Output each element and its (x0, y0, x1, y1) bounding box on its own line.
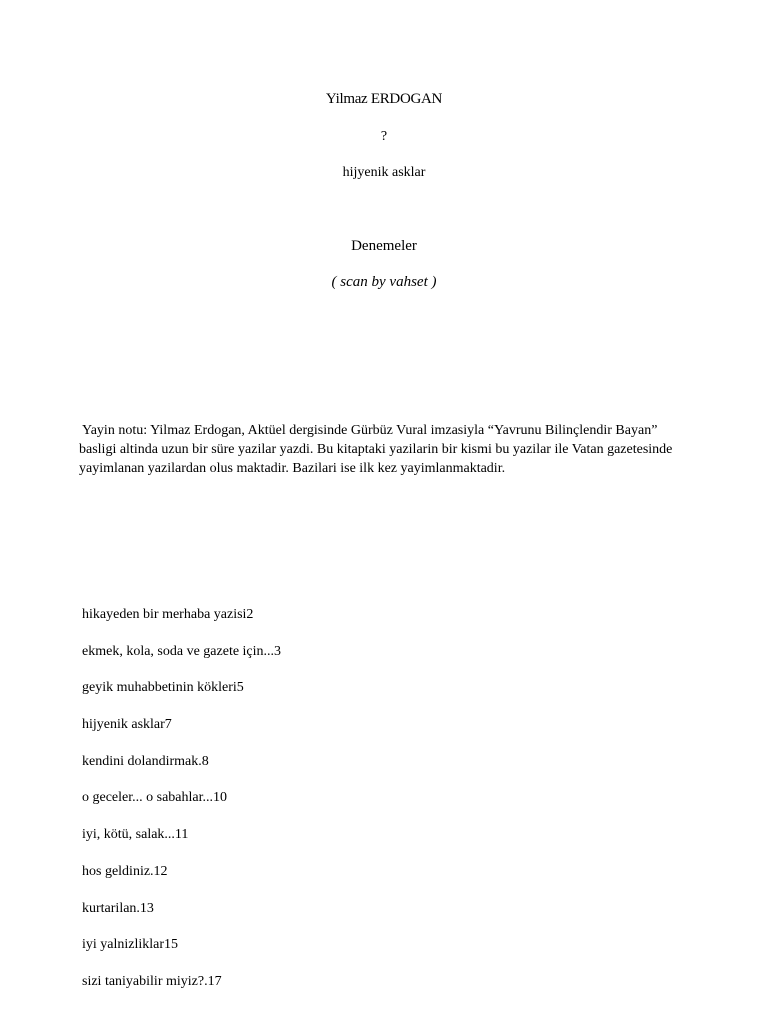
toc-item: iyi yalnizliklar15 (82, 937, 179, 953)
publisher-note-line: Yayin notu: Yilmaz Erdogan, Aktüel dergisinde Gürbüz Vural imzasiyla “Yavrunu Bilinçlendir Bayan” (82, 423, 658, 438)
toc-item: kendini dolandirmak.8 (82, 753, 209, 769)
toc-item: hikayeden bir merhaba yazisi2 (82, 607, 254, 622)
publisher-note-line: yayimlanan yazilardan olus maktadir. Bazilari ise ilk kez yayimlanmaktadir. (79, 461, 506, 476)
book-title: hijyenik asklar (342, 165, 426, 180)
publisher-note (79, 421, 699, 478)
scan-note: ( scan by vahset ) (331, 274, 437, 290)
question-mark: ? (380, 129, 388, 144)
toc-item: iyi, kötü, salak...11 (82, 827, 189, 843)
table-of-contents (82, 606, 281, 1010)
toc-item: hos geldiniz.12 (82, 863, 168, 879)
toc-item: kurtarilan.13 (82, 900, 154, 916)
toc-item: o geceler... o sabahlar...10 (82, 790, 228, 806)
toc-item: geyik muhabbetinin kökleri5 (82, 680, 244, 696)
toc-item: ekmek, kola, soda ve gazete için...3 (82, 643, 282, 659)
publisher-note-line: basligi altinda uzun bir süre yazilar yazdi. Bu kitaptaki yazilarin bir kismi bu yazilar ile Vatan gazetesinde (79, 442, 673, 457)
toc-item: hijyenik asklar7 (82, 717, 172, 733)
author-name: Yilmaz ERDOGAN (325, 91, 443, 107)
genre-label: Denemeler (351, 238, 417, 254)
toc-item: sizi taniyabilir miyiz?.17 (82, 973, 222, 989)
